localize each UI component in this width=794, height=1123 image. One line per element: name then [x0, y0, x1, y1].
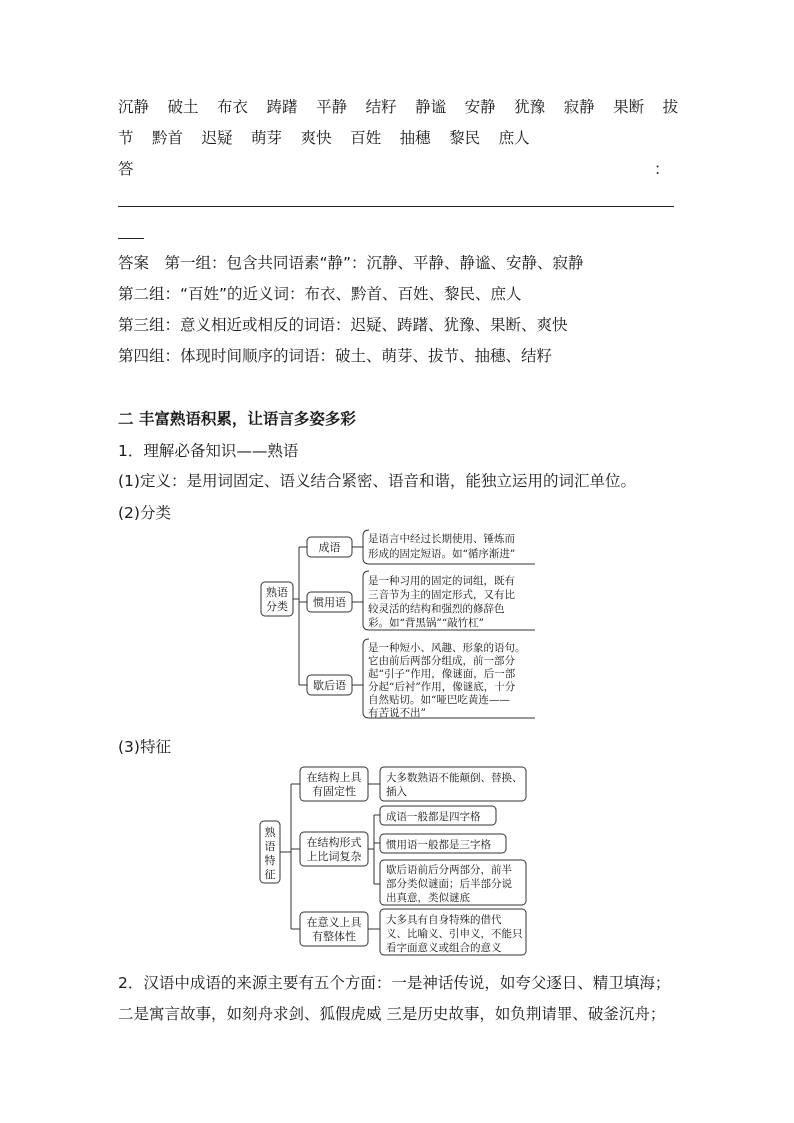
desc-line: 是语言中经过长期使用、锤炼而: [368, 533, 515, 545]
desc-line: 起“引子”作用，像谜面，后一部: [368, 668, 516, 680]
feature-label: 在结构形式: [306, 836, 362, 849]
word: 抽穗: [399, 129, 431, 147]
branch-label: 惯用语: [313, 596, 346, 609]
desc-line: 彩。如“背黑锅”“敲竹杠”: [368, 617, 484, 629]
word: 爽快: [300, 129, 332, 147]
feature-item-line: 大多具有自身特殊的借代: [386, 914, 502, 926]
features-label: (3)特征: [118, 738, 171, 756]
features-root-char: 熟: [264, 826, 276, 839]
word: 黔首: [152, 129, 184, 147]
paragraph-2-line-2: 二是寓言故事，如刻舟求剑、狐假虎威 三是历史故事，如负荆请罪、破釜沉舟；: [118, 1005, 666, 1023]
diagram-bracket: [293, 547, 307, 685]
desc-line: 是一种习用的固定的词组，既有: [368, 575, 515, 587]
paragraph-2-line-1: 2．汉语中成语的来源主要有五个方面：一是神话传说，如夸父逐日、精卫填海；: [118, 974, 671, 992]
feature-item-line: 义、比喻义、引申义，不能只: [386, 928, 523, 940]
features-diagram: [255, 763, 535, 963]
answer-line-1: 答案 第一组：包含共同语素“静”：沉静、平静、静谧、安静、寂静: [118, 254, 584, 272]
word: 迟疑: [201, 129, 233, 147]
desc-line: 三音节为主的固定形式，又有比: [368, 589, 515, 601]
word-list-row-1: [118, 96, 678, 118]
diagram-root-line: 熟语: [266, 586, 288, 599]
desc-line: 较灵活的结构和强烈的修辞色: [368, 603, 505, 615]
word: 踌躇: [266, 98, 298, 116]
definition: (1)定义：是用词固定、语义结合紧密、语音和谐，能独立运用的词汇单位。: [118, 472, 636, 490]
feature-item-line: 部分类似谜面；后半部分说: [386, 878, 512, 890]
feature-item-line: 出真意，类似谜底: [386, 892, 470, 904]
answer-line-2: 第二组：“百姓”的近义词：布衣、黔首、百姓、黎民、庶人: [118, 285, 522, 303]
feature-label: 在结构上具: [306, 771, 362, 784]
desc-line: 形成的固定短语。如“循序渐进”: [368, 548, 516, 560]
features-bracket: [280, 784, 300, 929]
feature-item-line: 惯用语一般都是三字格: [386, 839, 491, 851]
word: 庶人: [498, 129, 530, 147]
word: 结籽: [365, 98, 397, 116]
word: 犹豫: [514, 98, 546, 116]
answer-line-3: 第三组：意义相近或相反的词语：迟疑、踌躇、犹豫、果断、爽快: [118, 316, 568, 334]
answer-prompt: 答: [118, 160, 134, 178]
diagram-connector: [352, 547, 363, 685]
section-title: 二 丰富熟语积累，让语言多姿多彩: [118, 410, 356, 428]
word: 寂静: [563, 98, 595, 116]
feature-item-line: 看字面意义或组合的意义: [386, 942, 502, 954]
word: 百姓: [350, 129, 382, 147]
feature-label: 有固定性: [312, 785, 356, 798]
answer-prompt-colon: ：: [654, 160, 670, 178]
branch-label: 成语: [318, 541, 341, 554]
feature-item-line: 成语一般都是四字格: [386, 811, 481, 823]
word: 萌芽: [251, 129, 283, 147]
word: 平静: [316, 98, 348, 116]
word: 布衣: [217, 98, 249, 116]
features-connector: [368, 784, 380, 929]
classification-diagram: [255, 526, 545, 726]
features-root-char: 语: [264, 840, 276, 853]
desc-line: 它由前后两部分组成，前一部分: [368, 655, 515, 667]
features-root-char: 征: [264, 868, 276, 881]
answer-blank-line-end: [118, 238, 144, 239]
answer-line-4: 第四组：体现时间顺序的词语：破土、萌芽、拔节、抽穗、结籽: [118, 347, 553, 365]
word: 静谧: [415, 98, 447, 116]
desc-line: 自然贴切。如“哑巴吃黄连——: [368, 694, 510, 706]
feature-item-line: 插入: [386, 786, 407, 798]
feature-item-line: 歇后语前后分两部分，前半: [386, 864, 512, 876]
feature-label: 上比词复杂: [306, 850, 362, 863]
answer-blank-line: [118, 206, 674, 207]
word: 果断: [613, 98, 645, 116]
word: 沉静: [118, 98, 150, 116]
word: 拔: [662, 98, 679, 116]
feature-item-line: 大多数熟语不能颠倒、替换、: [386, 772, 523, 784]
word-list-row-2: [118, 127, 548, 149]
word: 破土: [167, 98, 199, 116]
feature-label: 在意义上具: [306, 916, 362, 929]
classification-label: (2)分类: [118, 504, 171, 522]
desc-line: 有苦说不出”: [368, 707, 426, 719]
word: 安静: [464, 98, 496, 116]
desc-line: 分起“后衬”作用，像谜底，十分: [368, 681, 516, 693]
desc-line: 是一种短小、风趣、形象的语句。: [368, 642, 526, 654]
feature-label: 有整体性: [312, 930, 356, 943]
features-root-char: 特: [264, 854, 276, 867]
diagram-root-line: 分类: [266, 600, 288, 613]
word: 节: [118, 129, 134, 147]
branch-label: 歇后语: [313, 679, 346, 692]
word: 黎民: [449, 129, 481, 147]
subsection-title: 1．理解必备知识——熟语: [118, 442, 299, 460]
